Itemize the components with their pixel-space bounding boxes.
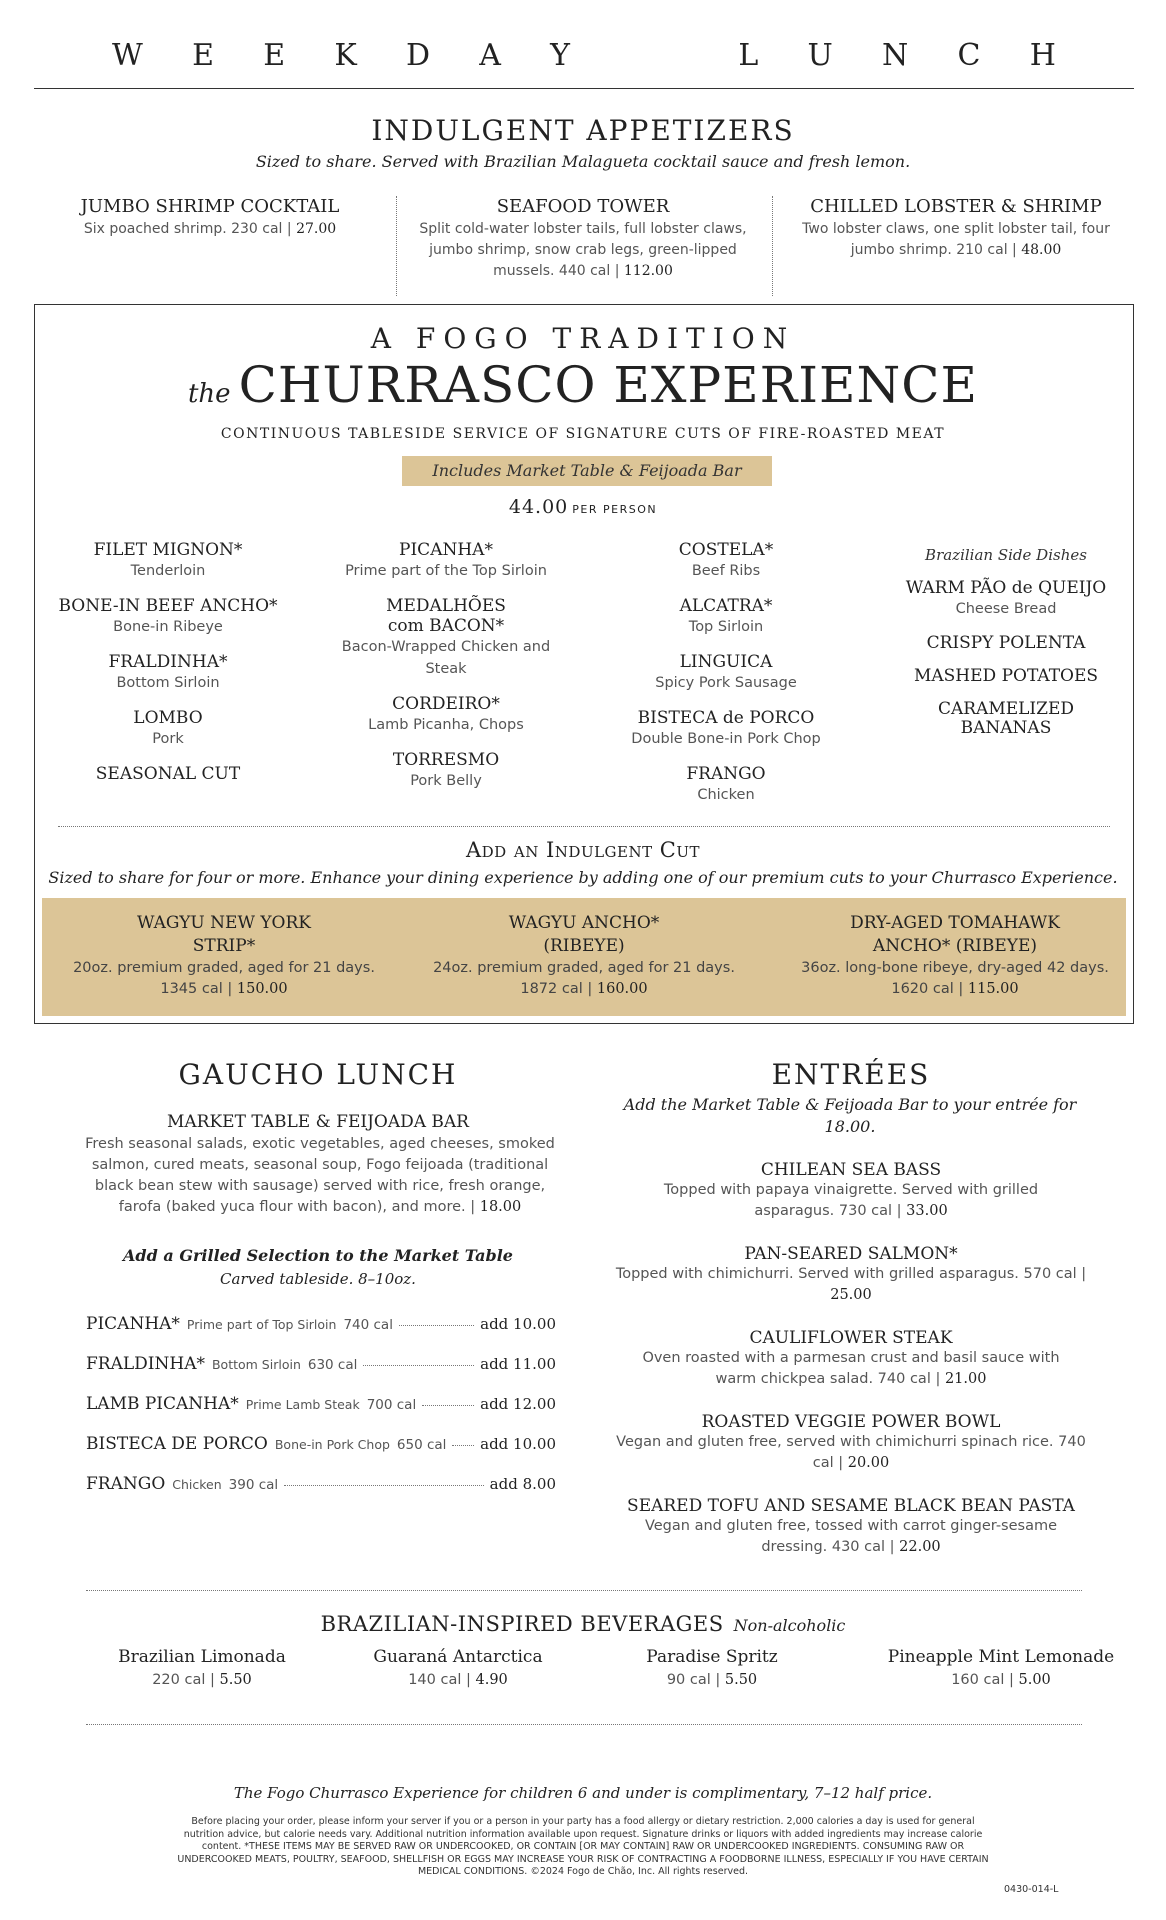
- meat-desc: Prime part of the Top Sirloin: [345, 563, 547, 579]
- meat-name: COSTELA*: [678, 540, 774, 560]
- grill-add-price: add 12.00: [480, 1395, 556, 1413]
- meat-desc: Tenderloin: [130, 563, 206, 579]
- grilled-selection-title: Add a Grilled Selection to the Market Table: [123, 1246, 513, 1265]
- appetizer-item: [30, 196, 390, 240]
- meat-name: PICANHA*: [399, 540, 493, 560]
- cut-cal-price: 1620 cal | 115.00: [891, 981, 1019, 997]
- meat-item: [606, 652, 846, 694]
- entree-item: [596, 1412, 1106, 1474]
- includes-market-table-banner: Includes Market Table & Feijoada Bar: [402, 456, 772, 486]
- appetizer-price: 112.00: [623, 263, 673, 279]
- grill-cal: 650 cal: [396, 1437, 447, 1453]
- meat-name: SEASONAL CUT: [95, 764, 241, 784]
- entree-item: [596, 1496, 1106, 1558]
- per-person-price: [0, 496, 1166, 518]
- meat-name: FILET MIGNON*: [93, 540, 243, 560]
- churrasco-dotted-divider: [58, 826, 1110, 827]
- meat-item: [326, 596, 566, 680]
- cut-desc: 24oz. premium graded, aged for 21 days.: [433, 960, 735, 976]
- meat-item: [48, 540, 288, 582]
- appetizer-price: 27.00: [296, 221, 337, 237]
- market-table-title: MARKET TABLE & FEIJOADA BAR: [167, 1112, 469, 1132]
- grill-add-price: add 10.00: [480, 1435, 556, 1453]
- grill-desc: Bottom Sirloin: [211, 1357, 301, 1372]
- beverage-item: [82, 1646, 322, 1692]
- kids-pricing-note: The Fogo Churrasco Experience for children 6 and under is complimentary, 7–12 half price.: [233, 1784, 933, 1802]
- beverage-item: [592, 1646, 832, 1692]
- appetizer-item: [403, 196, 763, 282]
- meat-column-2: [326, 540, 566, 792]
- meat-item: [606, 708, 846, 750]
- beverages-heading: BRAZILIAN-INSPIRED BEVERAGES: [320, 1612, 724, 1636]
- header-letter: W: [112, 38, 143, 73]
- appetizer-name: SEAFOOD TOWER: [496, 196, 670, 217]
- cut-name: WAGYU ANCHO* (RIBEYE): [508, 913, 660, 956]
- side-dishes-column: [886, 546, 1126, 752]
- entree-desc: Topped with papaya vinaigrette. Served with grilled asparagus. 730 cal | 33.00: [663, 1182, 1039, 1219]
- meat-item: [326, 750, 566, 792]
- entree-price: 22.00: [899, 1539, 941, 1555]
- beverage-cal-price: 140 cal | 4.90: [408, 1672, 508, 1688]
- side-item: CARAMELIZED BANANAS: [937, 699, 1075, 738]
- side-name: WARM PÃO de QUEIJO: [905, 578, 1107, 598]
- header-letter: E: [263, 38, 286, 73]
- beverages-title: [0, 1612, 1166, 1636]
- beverage-name: Paradise Spritz: [646, 1647, 778, 1667]
- beverage-name: Guaraná Antarctica: [373, 1647, 543, 1667]
- appetizers-subtitle: Sized to share. Served with Brazilian Malagueta cocktail sauce and fresh lemon.: [255, 152, 911, 171]
- grill-add-price: add 8.00: [489, 1475, 556, 1493]
- grill-item: [86, 1394, 556, 1414]
- meat-name: TORRESMO: [392, 750, 500, 770]
- header-letter: L: [738, 38, 759, 73]
- meat-item: [326, 540, 566, 582]
- beverage-cal-price: 90 cal | 5.50: [666, 1672, 758, 1688]
- meat-item: [48, 652, 288, 694]
- entree-price: 21.00: [944, 1371, 987, 1387]
- meat-desc: Bone-in Ribeye: [113, 619, 223, 635]
- fine-print: Before placing your order, please inform your server if you or a person in your party has a food allergy or dietary restriction. 2,000 calories a day is used for general nutrition advice, but calorie needs vary. Additional nutrition information available upon request. Signature drinks or liquors with added ingredients may increase calorie content. *THESE ITEMS MAY BE SERVED RAW OR UNDERCOOKED, OR CONTAIN [OR MAY CONTAIN] RAW OR UNDERCOOKED INGREDIENTS. CONSUMING RAW OR UNDERCOOKED MEATS, POULTRY, SEAFOOD, SHELLFISH OR EGGS MAY INCREASE YOUR RISK OF CONTRACTING A FOODBORNE ILLNESS, ESPECIALLY IF YOU HAVE CERTAIN MEDICAL CONDITIONS. ©2024 Fogo de Chão, Inc. All rights reserved.: [177, 1816, 989, 1877]
- meat-name: BISTECA de PORCO: [637, 708, 815, 728]
- grill-item: [86, 1314, 556, 1334]
- beverage-item: [338, 1646, 578, 1692]
- cut-desc: 20oz. premium graded, aged for 21 days.: [73, 960, 375, 976]
- appetizer-desc: Six poached shrimp. 230 cal | 27.00: [83, 221, 337, 237]
- grill-add-price: add 10.00: [480, 1315, 556, 1333]
- churrasco-price: 44.00: [508, 496, 569, 518]
- cut-cal-price: 1872 cal | 160.00: [520, 981, 648, 997]
- entrees-title: ENTRÉES: [771, 1058, 931, 1091]
- meat-name: ALCATRA*: [679, 596, 773, 616]
- meat-name: LOMBO: [133, 708, 203, 728]
- churrasco-title: [0, 356, 1166, 414]
- grill-item: [86, 1474, 556, 1494]
- cut-name: WAGYU NEW YORK STRIP*: [137, 913, 311, 956]
- meat-item: [48, 764, 288, 784]
- beverage-cal-price: 220 cal | 5.50: [152, 1672, 252, 1688]
- column-divider: [396, 196, 397, 296]
- grill-desc: Prime Lamb Steak: [245, 1397, 360, 1412]
- cut-price: 160.00: [596, 981, 648, 997]
- grill-cal: 390 cal: [228, 1477, 279, 1493]
- meat-name: CORDEIRO*: [392, 694, 500, 714]
- entree-desc: Topped with chimichurri. Served with grilled asparagus. 570 cal | 25.00: [615, 1266, 1087, 1303]
- beverage-item: [856, 1646, 1146, 1692]
- column-divider: [772, 196, 773, 296]
- grill-desc: Prime part of Top Sirloin: [186, 1317, 337, 1332]
- beverage-name: Brazilian Limonada: [118, 1647, 286, 1667]
- appetizer-desc: Split cold-water lobster tails, full lobster claws, jumbo shrimp, snow crab legs, green-lipped mussels. 440 cal | 112.00: [419, 221, 747, 279]
- meat-item: [606, 764, 846, 806]
- beverage-price: 4.90: [475, 1672, 508, 1688]
- header-letter: Y: [550, 38, 570, 73]
- header-letter: C: [957, 38, 981, 73]
- appetizer-price: 48.00: [1021, 242, 1062, 258]
- appetizer-item: [776, 196, 1136, 261]
- grill-name: LAMB PICANHA*: [86, 1394, 239, 1414]
- entree-name: ROASTED VEGGIE POWER BOWL: [701, 1412, 1001, 1432]
- header-letter: K: [334, 38, 357, 73]
- cut-name: DRY-AGED TOMAHAWK ANCHO* (RIBEYE): [850, 913, 1060, 956]
- header-letter: N: [882, 38, 909, 73]
- side-item: CRISPY POLENTA: [926, 633, 1086, 653]
- indulgent-cut-item: [780, 912, 1130, 1000]
- cut-price: 150.00: [236, 981, 288, 997]
- entrees-subtitle: Add the Market Table & Feijoada Bar to your entrée for 18.00.: [623, 1095, 1077, 1136]
- indulgent-cut-item: [54, 912, 394, 1000]
- grill-name: BISTECA DE PORCO: [86, 1434, 268, 1454]
- appetizer-name: CHILLED LOBSTER & SHRIMP: [810, 196, 1102, 217]
- meat-desc: Bacon-Wrapped Chicken and Steak: [341, 639, 551, 677]
- entree-name: PAN-SEARED SALMON*: [744, 1244, 958, 1264]
- side-dishes-heading: Brazilian Side Dishes: [925, 546, 1087, 564]
- meat-desc: Pork Belly: [410, 773, 482, 789]
- grill-desc: Bone-in Pork Chop: [274, 1437, 390, 1452]
- grill-name: PICANHA*: [86, 1314, 180, 1334]
- grill-cal: 700 cal: [366, 1397, 417, 1413]
- grill-add-price: add 11.00: [480, 1355, 556, 1373]
- appetizer-name: JUMBO SHRIMP COCKTAIL: [80, 196, 340, 217]
- market-table-price: 18.00: [479, 1199, 522, 1215]
- grill-cal: 740 cal: [343, 1317, 393, 1333]
- beverage-price: 5.00: [1018, 1672, 1051, 1688]
- side-item: MASHED POTATOES: [913, 666, 1099, 686]
- entree-price: 20.00: [847, 1455, 890, 1471]
- gaucho-lunch-title: GAUCHO LUNCH: [178, 1058, 458, 1091]
- side-desc: Cheese Bread: [955, 601, 1057, 617]
- entree-name: CAULIFLOWER STEAK: [749, 1328, 953, 1348]
- grill-name: FRALDINHA*: [86, 1354, 205, 1374]
- beverages-dotted-divider-bottom: [86, 1724, 1082, 1725]
- meat-desc: Bottom Sirloin: [116, 675, 220, 691]
- beverage-price: 5.50: [219, 1672, 252, 1688]
- meat-desc: Lamb Picanha, Chops: [368, 717, 524, 733]
- meat-item: [606, 596, 846, 638]
- meat-desc: Spicy Pork Sausage: [655, 675, 797, 691]
- entree-desc: Vegan and gluten free, tossed with carrot ginger-sesame dressing. 430 cal | 22.00: [644, 1518, 1058, 1555]
- beverage-name: Pineapple Mint Lemonade: [887, 1647, 1115, 1667]
- meat-name: FRANGO: [686, 764, 766, 784]
- entree-name: SEARED TOFU AND SESAME BLACK BEAN PASTA: [627, 1496, 1075, 1516]
- meat-desc: Pork: [152, 731, 184, 747]
- meat-column-1: [48, 540, 288, 784]
- header-gap: [619, 38, 689, 73]
- leader-dots: [422, 1405, 474, 1406]
- fogo-tradition-heading: A FOGO TRADITION: [370, 322, 796, 355]
- cut-desc: 36oz. long-bone ribeye, dry-aged 42 days.: [801, 960, 1109, 976]
- entree-desc: Oven roasted with a parmesan crust and basil sauce with warm chickpea salad. 740 cal | 21.00: [642, 1350, 1060, 1387]
- beverages-dotted-divider-top: [86, 1590, 1082, 1591]
- entree-name: CHILEAN SEA BASS: [760, 1160, 942, 1180]
- side-item: [886, 578, 1126, 620]
- entree-desc: Vegan and gluten free, served with chimichurri spinach rice. 740 cal | 20.00: [616, 1434, 1086, 1471]
- per-person-label: PER PERSON: [572, 503, 658, 516]
- meat-name: LINGUICA: [679, 652, 773, 672]
- leader-dots: [363, 1365, 474, 1366]
- header-letter: D: [405, 38, 431, 73]
- header-letter: U: [807, 38, 833, 73]
- meat-name: FRALDINHA*: [108, 652, 228, 672]
- meat-item: [48, 596, 288, 638]
- appetizer-desc: Two lobster claws, one split lobster tail, four jumbo shrimp. 210 cal | 48.00: [802, 221, 1110, 258]
- cut-price: 115.00: [967, 981, 1019, 997]
- entree-item: [596, 1244, 1106, 1306]
- header-letter: E: [192, 38, 214, 73]
- grill-name: FRANGO: [86, 1474, 166, 1494]
- beverage-price: 5.50: [724, 1672, 758, 1688]
- menu-code: 0430-014-L: [1004, 1884, 1059, 1895]
- grill-desc: Chicken: [172, 1477, 222, 1492]
- leader-dots: [452, 1445, 474, 1446]
- entree-price: 25.00: [830, 1287, 872, 1303]
- meat-item: [48, 708, 288, 750]
- indulgent-cut-title: Add an Indulgent Cut: [465, 838, 701, 862]
- menu-header-weekday-lunch: [34, 38, 1134, 73]
- beverage-cal-price: 160 cal | 5.00: [951, 1672, 1051, 1688]
- meat-name: BONE-IN BEEF ANCHO*: [58, 596, 278, 616]
- meat-item: [606, 540, 846, 582]
- churrasco-title-the: the: [187, 379, 231, 409]
- continuous-service-line: CONTINUOUS TABLESIDE SERVICE OF SIGNATURE CUTS OF FIRE-ROASTED MEAT: [220, 426, 946, 442]
- entree-price: 33.00: [906, 1203, 948, 1219]
- grilled-selection-subtitle: Carved tableside. 8–10oz.: [220, 1270, 416, 1288]
- leader-dots: [399, 1325, 474, 1326]
- entree-item: [596, 1328, 1106, 1390]
- entree-item: [596, 1160, 1106, 1222]
- grill-item: [86, 1434, 556, 1454]
- indulgent-cut-subtitle: Sized to share for four or more. Enhance your dining experience by adding one of our premium cuts to your Churrasco Experience.: [48, 868, 1118, 887]
- header-divider: [34, 88, 1134, 89]
- cut-cal-price: 1345 cal | 150.00: [160, 981, 288, 997]
- grill-cal: 630 cal: [307, 1357, 358, 1373]
- market-table-desc: Fresh seasonal salads, exotic vegetables, aged cheeses, smoked salmon, cured meats, seasonal soup, Fogo feijoada (traditional black bean stew with sausage) served with rice, fresh orange, farofa (baked yuca flour with bacon), and more. | 18.00: [85, 1136, 555, 1215]
- meat-column-3: [606, 540, 846, 806]
- churrasco-title-main: CHURRASCO EXPERIENCE: [238, 356, 979, 414]
- header-letter: A: [479, 38, 501, 73]
- meat-desc: Beef Ribs: [691, 563, 761, 579]
- leader-dots: [284, 1485, 483, 1486]
- meat-desc: Top Sirloin: [688, 619, 764, 635]
- beverages-note: Non-alcoholic: [733, 1616, 846, 1635]
- meat-desc: Double Bone-in Pork Chop: [631, 731, 821, 747]
- header-letter: H: [1029, 38, 1056, 73]
- meat-item: [326, 694, 566, 736]
- indulgent-cut-item: [414, 912, 754, 1000]
- meat-name: MEDALHÕES com BACON*: [386, 596, 506, 636]
- meat-desc: Chicken: [697, 787, 755, 803]
- grill-item: [86, 1354, 556, 1374]
- appetizers-title: INDULGENT APPETIZERS: [371, 114, 795, 147]
